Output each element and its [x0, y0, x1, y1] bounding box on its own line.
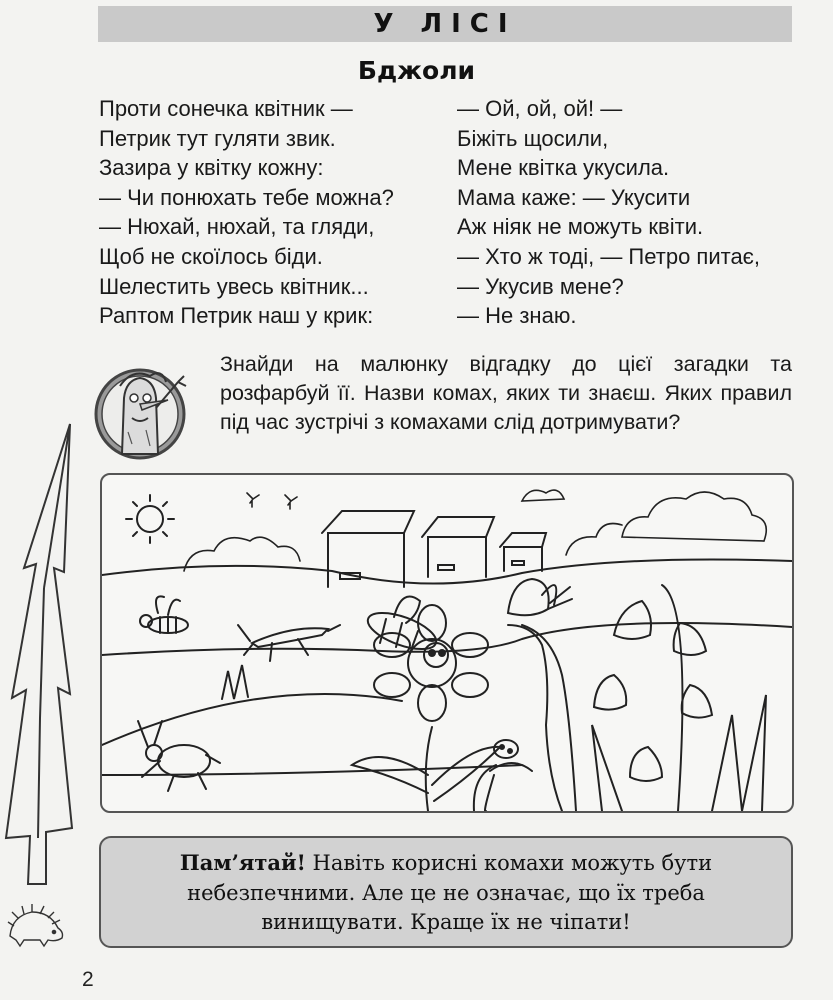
- memo-lead: Пам’ятай!: [179, 850, 306, 875]
- butterfly-icon: [508, 579, 572, 615]
- memo-text: [121, 848, 771, 938]
- poem-left-column: [99, 94, 394, 331]
- beetle-icon: [138, 721, 220, 791]
- memo-box: [99, 836, 793, 948]
- flower-icon: [352, 605, 500, 811]
- poem-line: Петрик тут гуляти звик.: [99, 125, 336, 151]
- poem-line: — Ой, ой, ой! —: [457, 96, 623, 121]
- page-number: 2: [82, 968, 94, 991]
- poem-line: Проти сонечка квітник —: [99, 96, 353, 121]
- memo-body: Навіть корисні комахи можуть бути небезпечними. Але це не означає, що їх треба винищувати. Краще їх не чіпати!: [187, 851, 713, 934]
- hedgehog-icon: [4, 902, 68, 950]
- beehive-icon: [500, 533, 546, 571]
- poem-line: — Чи понюхать тебе можна?: [99, 184, 394, 210]
- ladybug-icon: [474, 740, 532, 811]
- illustration-frame: [100, 473, 794, 813]
- bee-icon: [140, 596, 188, 633]
- beehive-icon: [422, 517, 494, 577]
- beehive-icon: [322, 511, 414, 587]
- poem-line: Біжіть щосили,: [457, 125, 609, 151]
- poem-line: — Хто ж тоді, — Петро питає,: [457, 243, 761, 269]
- poem-line: Мама каже: — Укусити: [457, 184, 691, 210]
- poem-line: Щоб не скоїлось біди.: [99, 243, 323, 269]
- poem-right-column: [457, 94, 760, 331]
- poem-line: Шелестить увесь квітник...: [99, 273, 369, 299]
- bellflower-icon: [594, 585, 712, 811]
- tree-icon: [0, 418, 80, 898]
- sun-icon: [126, 495, 174, 543]
- poem-line: — Укусив мене?: [457, 273, 624, 299]
- poem-title: Бджоли: [357, 56, 476, 85]
- poem-line: Аж ніяк не можуть квіти.: [457, 214, 704, 240]
- poem-line: Раптом Петрик наш у крик:: [99, 303, 374, 329]
- poem-line: Зазира у квітку кожну:: [99, 155, 324, 181]
- mascot-icon: [92, 358, 192, 462]
- poem-line: — Нюхай, нюхай, та гляди,: [99, 214, 375, 240]
- bee-icon: [363, 597, 448, 667]
- poem-line: — Не знаю.: [457, 303, 577, 329]
- section-header: [98, 6, 792, 42]
- poem-line: Мене квітка укусила.: [457, 155, 670, 181]
- task-text: Знайди на малюнку відгадку до цієї загадки та розфарбуй її. Назви комах, яких ти знаєш. Яких правил під час зустрічі з комахами слід дотримувати?: [220, 352, 792, 434]
- section-title: У ЛІСІ: [373, 9, 517, 39]
- grasshopper-icon: [238, 625, 340, 661]
